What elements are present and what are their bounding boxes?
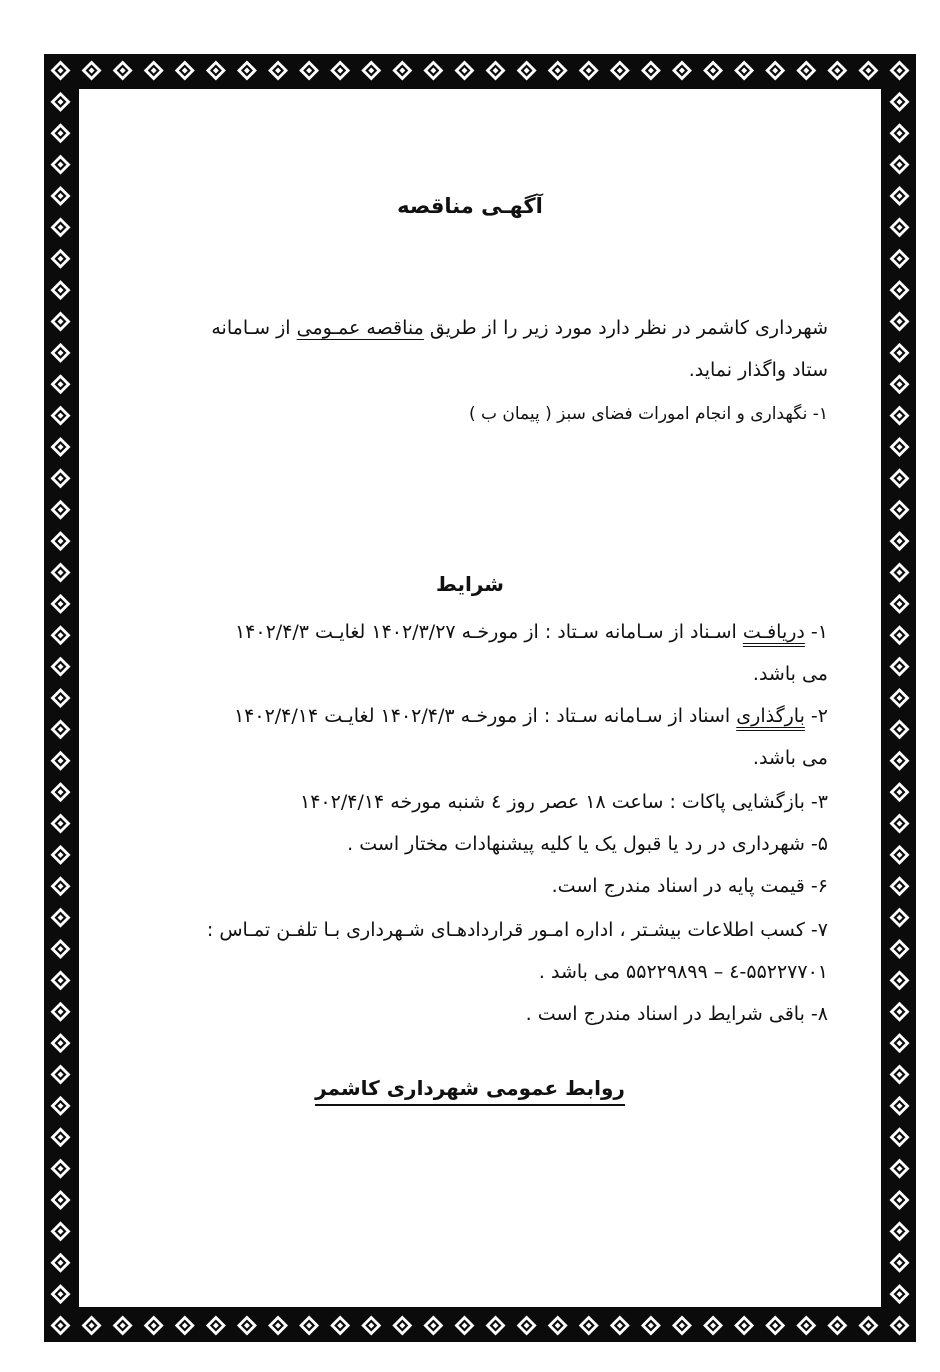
page-title: آگهـی مناقصه <box>397 194 543 218</box>
signature: روابط عمومی شهرداری کاشمر <box>315 1076 625 1106</box>
condition-1-text: اسـناد از سـامانه سـتاد : از مورخـه ۱۴۰۲/۳/۲۷ لغایـت ۱۴۰۲/۴/۳ <box>234 621 743 643</box>
condition-2-continuation: می باشد. <box>752 747 828 769</box>
tender-item-1: ۱- نگهداری و انجام امورات فضای سبز ( پیمان ب ) <box>468 404 828 424</box>
intro-line-1 <box>112 316 828 340</box>
condition-6: ۶- قیمت پایه در اسناد مندرج است. <box>551 875 828 897</box>
condition-2-text: اسناد از سـامانه سـتاد : از مورخـه ۱۴۰۲/۴/۳ لغایـت ۱۴۰۲/۴/۱۴ <box>233 705 737 727</box>
condition-1 <box>112 620 828 644</box>
condition-2-number: ۲- <box>804 705 828 727</box>
condition-8: ۸- باقی شرایط در اسناد مندرج است . <box>525 1003 828 1025</box>
condition-2-underlined: بارگذاری <box>736 705 805 727</box>
intro-line-2: ستاد واگذار نماید. <box>688 359 828 381</box>
condition-7: ۷- کسب اطلاعات بیشـتر ، اداره امـور قراردادهـای شـهرداری بـا تلفـن تمـاس : <box>206 919 828 941</box>
condition-5: ۵- شهرداری در رد یا قبول یک یا کلیه پیشنهادات مختار است . <box>347 833 828 855</box>
condition-2 <box>112 704 828 728</box>
intro-text-underlined: مناقصه عمـومی <box>296 317 424 339</box>
intro-text-b: از سـامانه <box>211 317 297 339</box>
conditions-title: شرایط <box>436 572 504 596</box>
intro-text-a: شهرداری کاشمر در نظر دارد مورد زیر را از طریق <box>423 317 828 339</box>
condition-1-continuation: می باشد. <box>752 663 828 685</box>
condition-1-underlined: دریافـت <box>742 621 805 643</box>
condition-7-continuation: ۵۵۲۲۷۷۰۱-٤ – ۵۵۲۲۹۸۹۹ می باشد . <box>538 961 828 983</box>
signature-block <box>0 1076 940 1100</box>
condition-1-number: ۱- <box>804 621 828 643</box>
condition-3: ۳- بازگشایی پاکات : ساعت ۱۸ عصر روز ٤ شنبه مورخه ۱۴۰۲/۴/۱۴ <box>300 791 828 813</box>
